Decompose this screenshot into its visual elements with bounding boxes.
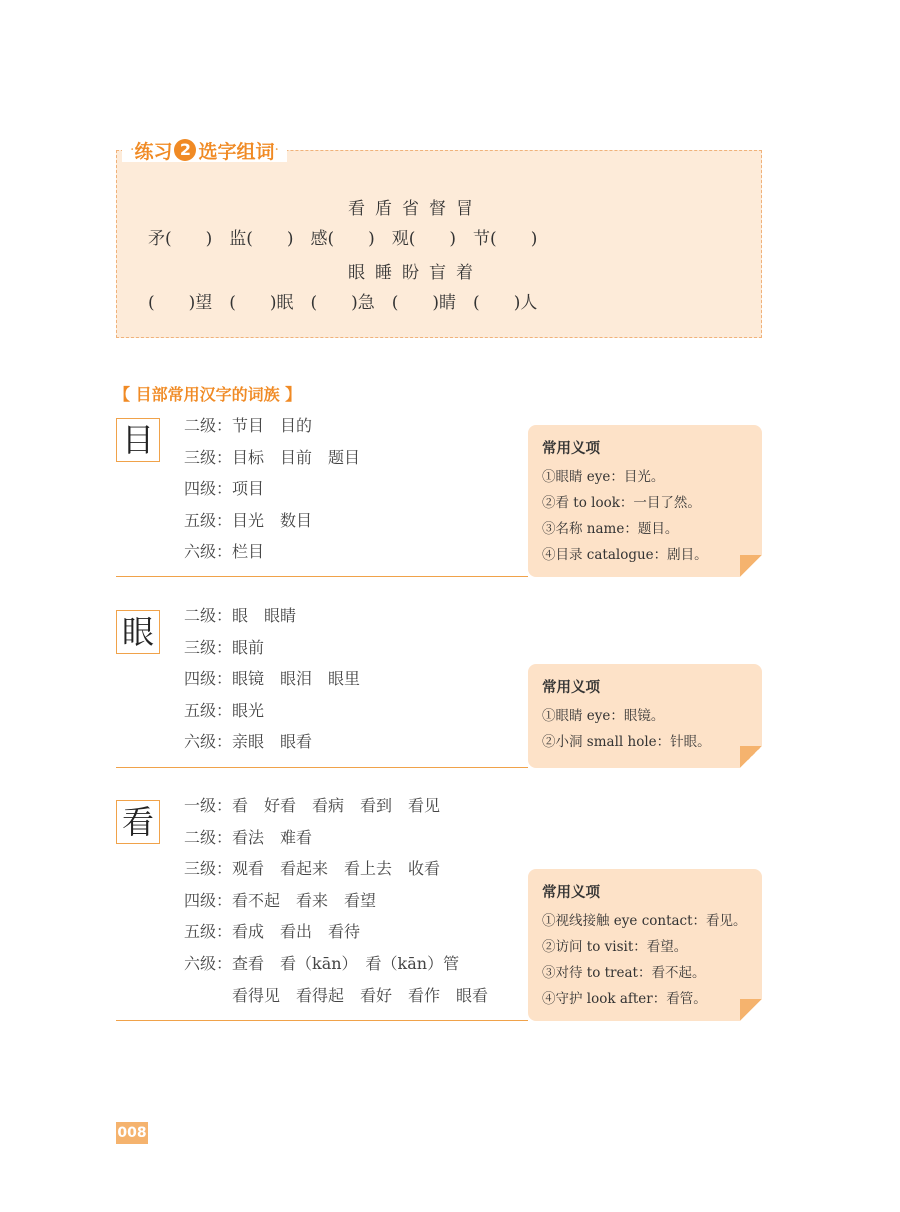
meaning-card xyxy=(528,869,762,1021)
section-title: 【 目部常用汉字的词族 】 xyxy=(114,385,302,404)
divider xyxy=(116,767,528,768)
divider xyxy=(116,576,528,577)
meaning-item: ①眼睛 eye：眼镜。 xyxy=(542,708,665,724)
card-title: 常用义项 xyxy=(542,441,600,457)
meaning-item: ③对待 to treat：看不起。 xyxy=(542,965,706,981)
level-line: 三级：观看 看起来 看上去 收看 xyxy=(184,859,441,879)
level-line: 四级：看不起 看来 看望 xyxy=(184,890,377,910)
exercise-title: 选字组词 xyxy=(198,140,275,163)
meaning-item: ①眼睛 eye：目光。 xyxy=(542,469,665,485)
level-line: 六级：亲眼 眼看 xyxy=(184,732,313,752)
level-line: 六级：栏目 xyxy=(184,542,265,562)
word-levels xyxy=(184,790,488,1011)
meaning-item: ①视线接触 eye contact：看见。 xyxy=(542,913,747,929)
meaning-item: ②小洞 small hole：针眼。 xyxy=(542,734,711,750)
level-line: 三级：眼前 xyxy=(184,637,265,657)
card-title: 常用义项 xyxy=(542,885,600,901)
card-title: 常用义项 xyxy=(542,680,600,696)
meaning-card xyxy=(528,425,762,577)
meaning-item: ②看 to look：一目了然。 xyxy=(542,495,701,511)
exercise-label: 练习 xyxy=(134,140,173,163)
fill-row-1: 矛( ) 监( ) 感( ) 观( ) 节( ) xyxy=(148,229,538,249)
word-levels xyxy=(184,410,360,568)
level-line: 二级：节目 目的 xyxy=(184,416,313,435)
page-curl-shade xyxy=(740,555,762,577)
level-line: 二级：看法 难看 xyxy=(184,827,313,847)
meaning-item: ④目录 catalogue：剧目。 xyxy=(542,547,708,563)
level-line: 五级：目光 数目 xyxy=(184,510,313,530)
head-character: 看 xyxy=(116,800,160,844)
level-line: 一级：看 好看 看病 看到 看见 xyxy=(184,796,441,815)
level-line: 看得见 看得起 看好 看作 眼看 xyxy=(184,985,489,1005)
level-line: 四级：眼镜 眼泪 眼里 xyxy=(184,669,361,689)
level-line: 二级：眼 眼睛 xyxy=(184,606,297,625)
level-line: 五级：看成 看出 看待 xyxy=(184,922,361,942)
fill-row-2: ( )望 ( )眠 ( )急 ( )睛 ( )人 xyxy=(148,293,538,313)
page-number: 008 xyxy=(116,1122,148,1144)
exercise-heading xyxy=(122,138,287,162)
word-levels xyxy=(184,600,360,758)
level-line: 三级：目标 目前 题目 xyxy=(184,447,361,467)
meaning-item: ④守护 look after：看管。 xyxy=(542,991,707,1007)
meaning-item: ②访问 to visit：看望。 xyxy=(542,939,688,955)
level-line: 六级：查看 看（kān） 看（kān）管 xyxy=(184,953,460,973)
divider xyxy=(116,1020,528,1021)
heading-dot: · xyxy=(130,142,135,158)
head-character: 目 xyxy=(116,418,160,462)
level-line: 五级：眼光 xyxy=(184,700,265,720)
char-group-1: 看盾省督冒 xyxy=(348,199,483,219)
head-character: 眼 xyxy=(116,610,160,654)
level-line: 四级：项目 xyxy=(184,479,265,499)
exercise-number: 2 xyxy=(174,139,196,161)
heading-dot: · xyxy=(274,142,279,158)
meaning-card xyxy=(528,664,762,768)
char-group-2: 眼睡盼盲着 xyxy=(348,263,483,283)
page-curl-shade xyxy=(740,999,762,1021)
meaning-item: ③名称 name：题目。 xyxy=(542,521,679,537)
page-curl-shade xyxy=(740,746,762,768)
